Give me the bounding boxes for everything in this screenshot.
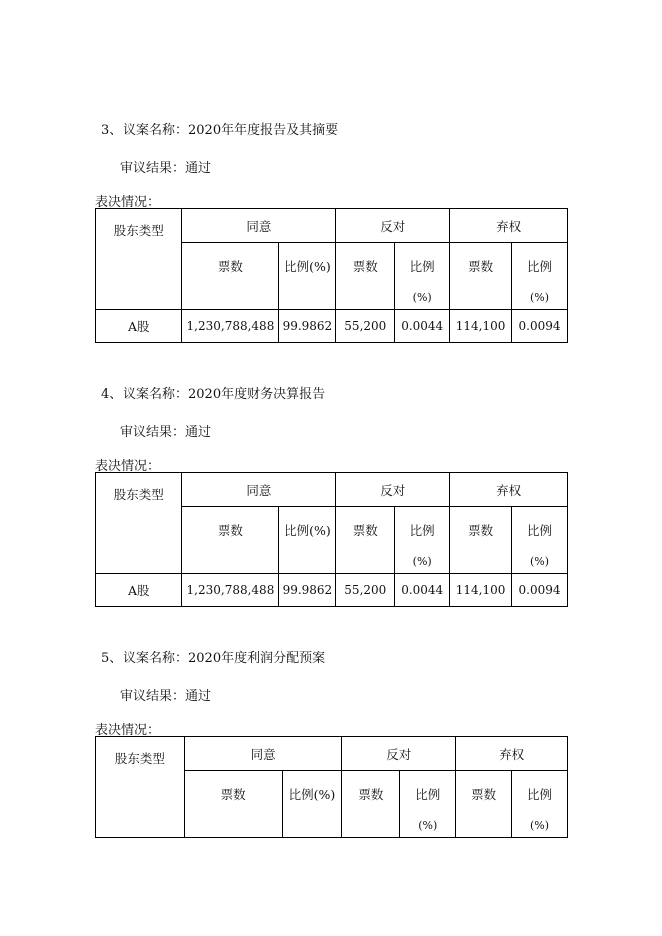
pct-label: (%): [530, 819, 550, 832]
section-5-heading: [101, 647, 325, 666]
cell-abstain-votes: 114,100: [450, 574, 512, 607]
header-agree-ratio: 比例(%): [282, 771, 342, 838]
ratio-label: 比例: [409, 259, 435, 274]
cell-oppose-ratio: 0.0044: [395, 574, 450, 607]
header-agree: 同意: [182, 209, 336, 243]
section-5-vote-label: 表决情况：: [95, 723, 161, 738]
header-abstain: 弃权: [450, 209, 568, 243]
ratio-label: 比例: [409, 523, 435, 538]
section-3-vote-table: [95, 208, 568, 343]
pct-label: (%): [530, 555, 550, 568]
header-oppose-ratio: [400, 771, 456, 838]
section-number: 5、: [101, 651, 123, 666]
pct-label: (%): [412, 555, 432, 568]
cell-abstain-ratio: 0.0094: [512, 310, 568, 343]
ratio-label: 比例: [527, 259, 553, 274]
ratio-label: 比例: [415, 787, 441, 802]
ratio-label: 比例: [527, 787, 553, 802]
header-agree-votes: 票数: [184, 771, 282, 838]
section-4-heading: [101, 383, 325, 402]
header-agree-votes: 票数: [182, 243, 279, 310]
section-title: 议案名称：2020年度利润分配预案: [123, 651, 326, 666]
cell-agree-ratio: 99.9862: [279, 310, 336, 343]
cell-abstain-votes: 114,100: [450, 310, 512, 343]
cell-oppose-votes: 55,200: [336, 574, 395, 607]
header-oppose-votes: 票数: [336, 243, 395, 310]
header-shareholder-type: 股东类型: [96, 473, 182, 574]
header-oppose: 反对: [336, 209, 450, 243]
section-5-result: 审议结果：通过: [120, 689, 212, 704]
header-shareholder-type: 股东类型: [96, 737, 185, 838]
header-agree-votes: 票数: [182, 507, 279, 574]
cell-agree-votes: 1,230,788,488: [182, 310, 279, 343]
section-4-vote-label: 表决情况：: [95, 459, 161, 474]
cell-oppose-ratio: 0.0044: [395, 310, 450, 343]
header-abstain-votes: 票数: [450, 243, 512, 310]
header-abstain-ratio: [512, 243, 568, 310]
section-3-heading: [101, 119, 338, 138]
cell-agree-ratio: 99.9862: [279, 574, 336, 607]
header-agree-ratio: 比例(%): [279, 243, 336, 310]
section-3-result: 审议结果：通过: [120, 161, 212, 176]
section-title: 议案名称：2020年度财务决算报告: [123, 387, 326, 402]
header-oppose-ratio: [395, 243, 450, 310]
cell-type: A股: [96, 310, 182, 343]
ratio-label: 比例: [527, 523, 553, 538]
table-row: [96, 310, 568, 343]
header-oppose: 反对: [336, 473, 450, 507]
pct-label: (%): [530, 291, 550, 304]
header-agree: 同意: [182, 473, 336, 507]
section-4-vote-table: [95, 472, 568, 607]
cell-type: A股: [96, 574, 182, 607]
header-oppose-ratio: [395, 507, 450, 574]
section-number: 3、: [101, 123, 123, 138]
header-oppose-votes: 票数: [342, 771, 400, 838]
cell-oppose-votes: 55,200: [336, 310, 395, 343]
cell-abstain-ratio: 0.0094: [512, 574, 568, 607]
section-5-vote-table: [95, 736, 568, 838]
header-agree-ratio: 比例(%): [279, 507, 336, 574]
section-3-vote-label: 表决情况：: [95, 195, 161, 210]
header-abstain: 弃权: [456, 737, 568, 771]
section-number: 4、: [101, 387, 123, 402]
section-title: 议案名称：2020年年度报告及其摘要: [123, 123, 339, 138]
header-oppose-votes: 票数: [336, 507, 395, 574]
cell-agree-votes: 1,230,788,488: [182, 574, 279, 607]
pct-label: (%): [418, 819, 438, 832]
header-oppose: 反对: [342, 737, 456, 771]
table-row: [96, 574, 568, 607]
pct-label: (%): [412, 291, 432, 304]
header-agree: 同意: [184, 737, 342, 771]
header-abstain-ratio: [512, 507, 568, 574]
header-abstain: 弃权: [450, 473, 568, 507]
header-abstain-votes: 票数: [450, 507, 512, 574]
header-abstain-ratio: [512, 771, 568, 838]
header-abstain-votes: 票数: [456, 771, 512, 838]
section-4-result: 审议结果：通过: [120, 425, 212, 440]
header-shareholder-type: 股东类型: [96, 209, 182, 310]
